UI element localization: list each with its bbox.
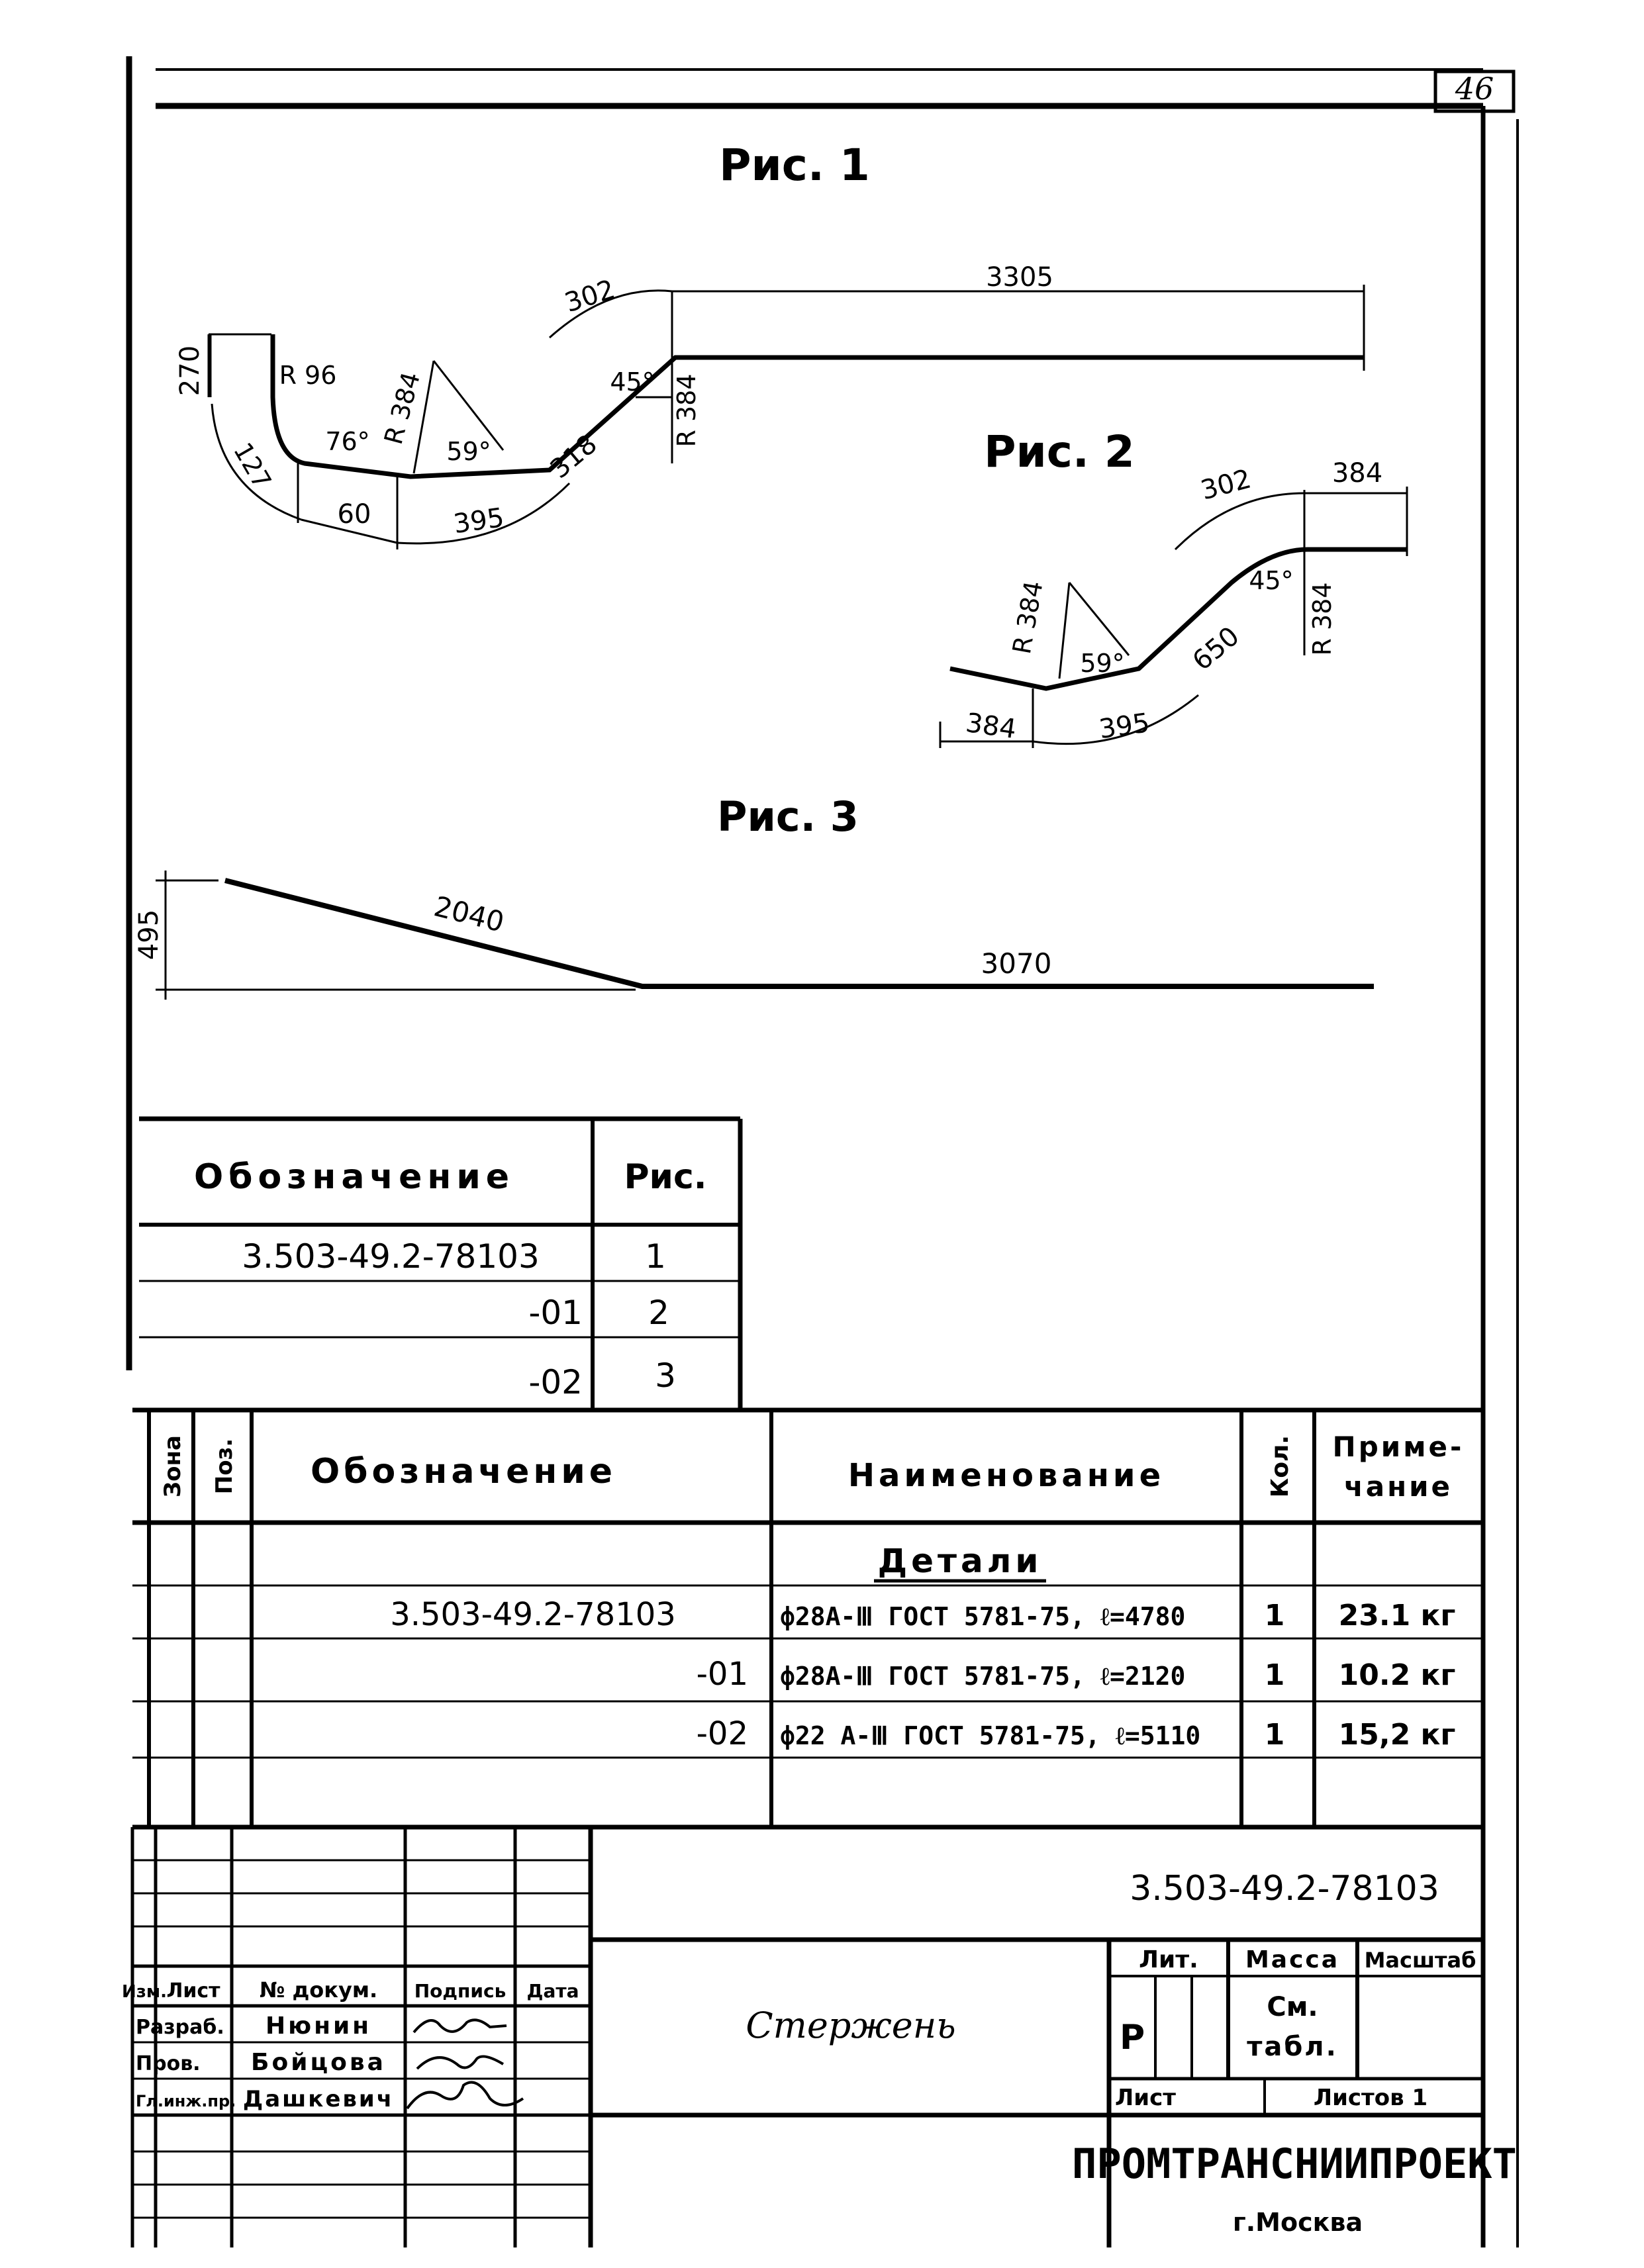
fig2-dim-302: 302 (1197, 463, 1255, 506)
sheet-frame (129, 56, 1518, 2247)
spec-row-1-qty: 1 (1264, 1599, 1285, 1632)
spec-row-3-note: 15,2 кг (1338, 1718, 1456, 1752)
spec-header-note-line1: Приме- (1332, 1431, 1465, 1463)
col-header-doc: № докум. (259, 1977, 378, 2003)
org-city: г.Москва (1232, 2208, 1363, 2237)
fig3-dim-2040: 2040 (430, 890, 508, 939)
fig1-dim-318: 318 (544, 428, 603, 485)
title-block (122, 1827, 1517, 2247)
spec-header-designation: Обозначение (310, 1452, 617, 1491)
lit-header: Лит. (1139, 1946, 1198, 1973)
fig1-angle-59: 59° (446, 437, 491, 466)
sheets-label: Листов 1 (1313, 2085, 1428, 2111)
signature-scribbles (407, 2020, 523, 2108)
mass-value-line1: См. (1267, 1992, 1318, 2022)
fig1-radius-384-left: R 384 (378, 369, 426, 448)
spec-row-3-designation: -02 (696, 1715, 748, 1752)
figure-2 (940, 426, 1407, 748)
fig1-radius-96: R 96 (279, 361, 337, 390)
role-checker: Пров. (136, 2052, 201, 2075)
variant-table (139, 1119, 740, 1410)
fig3-rod-outline (225, 880, 1374, 986)
doc-number: 3.503-49.2-78103 (1130, 1869, 1439, 1909)
spec-row-1-designation: 3.503-49.2-78103 (390, 1596, 676, 1633)
col-header-sign: Подпись (414, 1980, 507, 2002)
fig1-dim-60: 60 (337, 499, 371, 530)
figure-1 (175, 140, 1364, 549)
spec-section-title: Детали (877, 1542, 1043, 1580)
variant-row-1-fig: 1 (645, 1237, 666, 1276)
item-name: Стержень (746, 2005, 956, 2046)
spec-header-pos: Поз. (211, 1438, 238, 1495)
fig1-rod-outline (273, 334, 1364, 477)
fig1-dim-395: 395 (452, 502, 507, 540)
sheet-label: Лист (1115, 2085, 1176, 2111)
variant-row-2-fig: 2 (648, 1294, 669, 1332)
fig2-dim-384-top: 384 (1331, 458, 1383, 489)
spec-row-2-qty: 1 (1264, 1658, 1285, 1692)
role-chief-engineer: Гл.инж.пр. (136, 2092, 236, 2110)
fig1-dim-302: 302 (561, 273, 619, 319)
fig1-title: Рис. 1 (719, 140, 870, 191)
mass-value-line2: табл. (1247, 2032, 1338, 2062)
spec-table (132, 1410, 1483, 1827)
spec-row-3-name: ф22 А-Ⅲ ГОСТ 5781-75, ℓ=5110 (780, 1721, 1201, 1750)
fig1-angle-76: 76° (325, 427, 370, 456)
fig2-dim-650: 650 (1186, 620, 1245, 677)
fig2-title: Рис. 2 (984, 426, 1135, 477)
variant-header-designation: Обозначение (193, 1157, 515, 1197)
fig3-dim-3070: 3070 (981, 947, 1052, 980)
variant-row-2-designation: -01 (528, 1294, 583, 1332)
variant-row-1-designation: 3.503-49.2-78103 (242, 1237, 540, 1276)
fig1-dim-127: 127 (228, 438, 277, 494)
fig2-dim-384-bottom: 384 (963, 708, 1018, 745)
spec-row-1-note: 23.1 кг (1338, 1599, 1456, 1632)
fig1-dim-270: 270 (175, 345, 205, 397)
variant-header-fig: Рис. (624, 1157, 707, 1197)
name-checker: Бойцова (251, 2049, 386, 2076)
fig1-radius-384-right: R 384 (672, 373, 701, 448)
fig1-angle-45: 45° (610, 367, 655, 397)
fig2-angle-59: 59° (1080, 649, 1125, 678)
spec-row-2-note: 10.2 кг (1338, 1658, 1456, 1692)
fig3-dimension-lines (156, 871, 636, 1000)
lit-value: Р (1119, 2018, 1145, 2057)
spec-row-2-designation: -01 (696, 1656, 748, 1693)
fig3-title: Рис. 3 (717, 792, 859, 841)
mass-header: Масса (1245, 1946, 1340, 1973)
fig2-angle-45: 45° (1249, 566, 1294, 595)
fig2-dimension-lines (940, 487, 1407, 748)
sheet-number: 46 (1455, 71, 1494, 107)
col-header-izm: Изм. (122, 1982, 167, 2002)
spec-header-name: Наименование (847, 1457, 1165, 1494)
spec-row-3-qty: 1 (1264, 1718, 1285, 1752)
fig1-dim-3305: 3305 (986, 262, 1053, 293)
spec-header-zone: Зона (160, 1435, 186, 1497)
fig2-dim-395: 395 (1097, 708, 1152, 745)
spec-row-1-name: ф28А-Ⅲ ГОСТ 5781-75, ℓ=4780 (780, 1602, 1186, 1631)
spec-header-qty: Кол. (1267, 1435, 1294, 1498)
fig3-dim-495: 495 (134, 909, 164, 961)
figure-3 (134, 792, 1374, 1000)
variant-row-3-fig: 3 (655, 1356, 676, 1395)
fig1-dimension-lines (209, 285, 1364, 549)
org-name: ПРОМТРАНСНИИПРОЕКТ (1072, 2140, 1517, 2188)
name-chief-engineer: Дашкевич (242, 2086, 395, 2112)
fig2-radius-384-right: R 384 (1308, 582, 1337, 656)
col-header-date: Дата (526, 1980, 579, 2002)
spec-header-note-line2: чание (1343, 1470, 1453, 1503)
role-developer: Разраб. (136, 2016, 224, 2039)
name-developer: Нюнин (265, 2012, 372, 2040)
col-header-list: Лист (166, 1979, 220, 2003)
spec-row-2-name: ф28А-Ⅲ ГОСТ 5781-75, ℓ=2120 (780, 1662, 1186, 1691)
scale-header: Масштаб (1364, 1948, 1476, 1973)
fig2-radius-384-left: R 384 (1006, 579, 1049, 657)
variant-row-3-designation: -02 (528, 1363, 583, 1401)
